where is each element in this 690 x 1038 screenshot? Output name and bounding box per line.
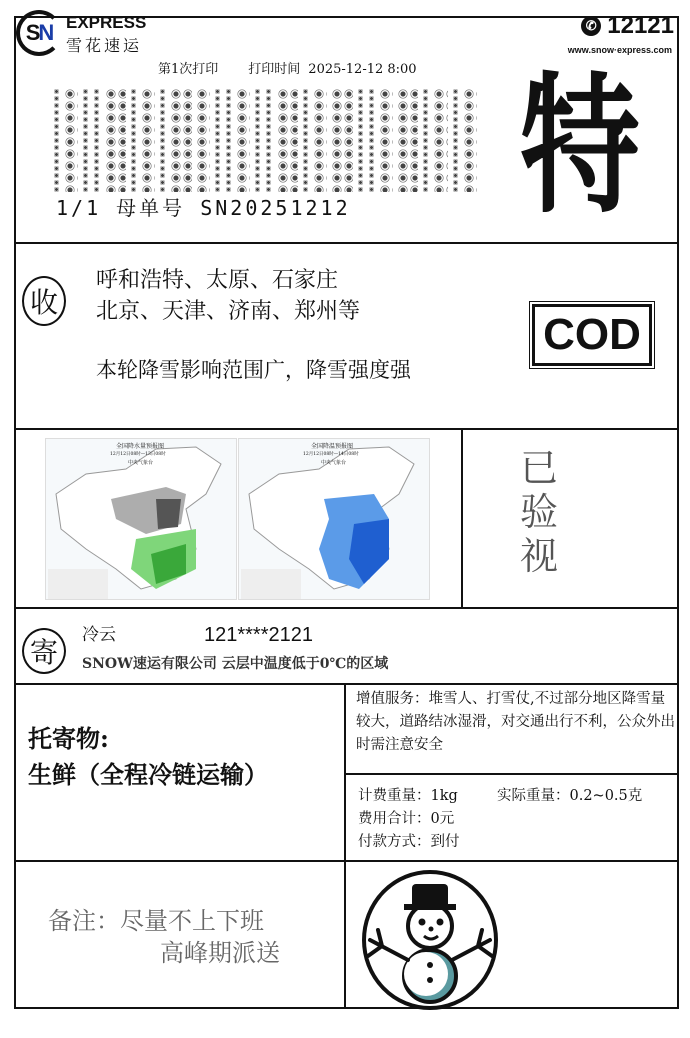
phone-icon: ✆ [581, 16, 601, 36]
hotline-number: 12121 [607, 12, 674, 39]
barcode-bar [368, 88, 375, 192]
barcode-bar [357, 88, 364, 192]
service-type: 特 [520, 60, 641, 234]
divider [16, 428, 677, 430]
actual-weight: 实际重量：0.2~0.5克 [497, 788, 643, 804]
sender-address: SNOW速运有限公司 云层中温度低于0℃的区域 [82, 656, 389, 672]
barcode-bar [397, 88, 418, 192]
map-title: 全国降温预报图 [311, 443, 354, 450]
billing-weight: 计费重量：1kg [358, 788, 458, 804]
hotline [581, 12, 674, 40]
print-time: 2025-12-12 8:00 [308, 62, 417, 77]
temperature-drop-map [238, 438, 430, 600]
divider [344, 683, 346, 1007]
receiver-badge: 收 [22, 276, 66, 326]
print-info [158, 62, 447, 78]
remark-line2: 高峰期派送 [160, 939, 280, 967]
barcode-bar [225, 88, 232, 192]
barcode-bar [313, 88, 327, 192]
barcode-bar [302, 88, 309, 192]
receiver-line1: 呼和浩特、太原、石家庄 [96, 268, 339, 293]
map-source: 中央气象台 [321, 460, 347, 466]
barcode-bar [64, 88, 78, 192]
barcode-bar [254, 88, 261, 192]
cod-badge: COD [532, 304, 652, 366]
barcode-bar [331, 88, 352, 192]
barcode-bar [452, 88, 459, 192]
barcode-bar [277, 88, 298, 192]
waybill-number: 1/1 母单号 SN20251212 [56, 196, 351, 220]
total-fee: 费用合计：0元 [358, 811, 455, 827]
barcode-bar [141, 88, 155, 192]
inspected-stamp: 已验视 [520, 446, 559, 578]
barcode-bar [433, 88, 447, 192]
map-period: 12月12日08时—14日08时 [303, 452, 359, 457]
barcode-bar [422, 88, 429, 192]
payment-method: 付款方式：到付 [358, 834, 460, 850]
barcode-bar [463, 88, 477, 192]
sender-badge: 寄 [22, 628, 66, 674]
barcode-bar [159, 88, 166, 192]
remark-line1: 备注：尽量不上下班 [48, 907, 264, 935]
barcode-bar [130, 88, 137, 192]
website: www.snow·express.com [567, 45, 672, 55]
barcode-bar [170, 88, 191, 192]
receiver-note: 本轮降雪影响范围广，降雪强度强 [96, 358, 411, 382]
map-source: 中央气象台 [128, 460, 154, 466]
logo: S N [16, 10, 62, 56]
barcode-bar [105, 88, 126, 192]
barcode-bar [379, 88, 393, 192]
sender-phone: 121****2121 [204, 624, 313, 646]
divider [16, 607, 677, 609]
brand-en: EXPRESS [66, 13, 147, 32]
divider [345, 773, 677, 775]
goods-label: 托寄物: [28, 724, 109, 753]
barcode-bar [82, 88, 89, 192]
snowman-icon [360, 870, 500, 1010]
barcode-bar [93, 88, 100, 192]
sender-name: 冷云 [82, 625, 116, 645]
map-title: 全国降水量预报图 [116, 443, 165, 450]
divider [16, 860, 677, 862]
goods-value: 生鲜（全程冷链运输） [28, 760, 268, 789]
divider [16, 242, 677, 244]
snowflake-barcode [53, 88, 477, 192]
precipitation-map [45, 438, 237, 600]
divider [16, 683, 677, 685]
value-added-service: 增值服务：堆雪人、打雪仗,不过部分地区降雪量较大，道路结冰湿滑，对交通出行不利，公众外出时需注意安全 [356, 691, 675, 753]
barcode-bar [236, 88, 250, 192]
brand-cn: 雪花速运 [66, 36, 143, 55]
map-period: 12月12日08时—13日08时 [110, 452, 166, 457]
barcode-bar [53, 88, 60, 192]
barcode-bar [196, 88, 210, 192]
divider [461, 428, 463, 608]
print-time-label: 打印时间 [248, 62, 301, 77]
barcode-bar [214, 88, 221, 192]
barcode-bar [265, 88, 272, 192]
receiver-line2: 北京、天津、济南、郑州等 [96, 299, 361, 324]
print-count: 第1次打印 [158, 62, 219, 77]
